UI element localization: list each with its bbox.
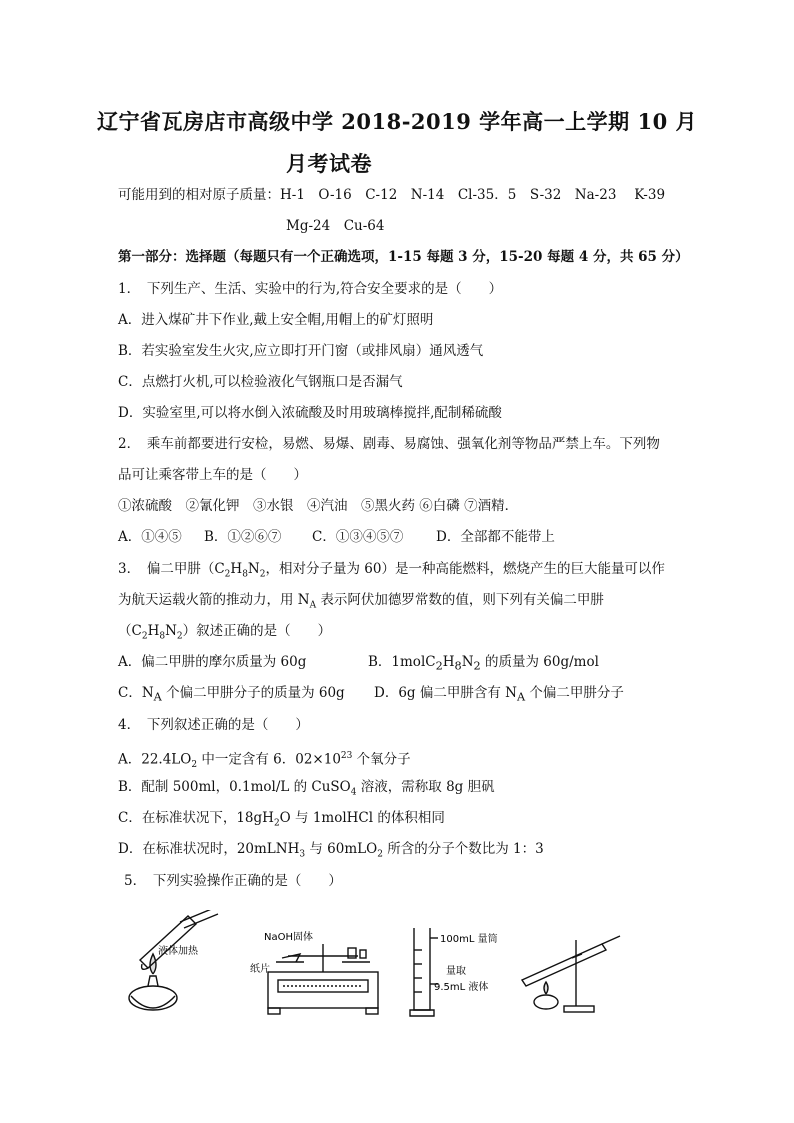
q1-option-b: B．若实验室发生火灾,应立即打开门窗（或排风扇）通风透气	[118, 343, 484, 359]
q3-option-c: C．$N_A$ 个偏二甲肼分子的质量为 60g	[118, 685, 345, 704]
q5-stem: 5． 下列实验操作正确的是（ ）	[124, 873, 342, 889]
figure-graduated-cylinder	[400, 910, 510, 1020]
figure-tube-stand-heating	[516, 910, 626, 1020]
title-line-2: 月考试卷	[286, 151, 372, 176]
q4-option-a: A．$22.4LO_2$ 中一定含有 6．$02\times 10^{23}$ 个氧分子	[118, 751, 411, 771]
q4-option-c: C．在标准状况下，$18gH_2O$ 与 1molHCl 的体积相同	[118, 810, 445, 829]
figure-balance-weighing	[248, 910, 398, 1020]
q2-option-c: C．①③④⑤⑦	[312, 529, 404, 545]
q3-option-d: D．6g 偏二甲肼含有 $N_A$ 个偏二甲肼分子	[374, 685, 624, 704]
q3-stem-2: 为航天运载火箭的推动力，用 $N_A$ 表示阿伏加德罗常数的值，则下列有关偏二甲肼	[118, 592, 604, 611]
fig-c-label-measure: 量取	[446, 966, 466, 977]
q3-option-a: A．偏二甲肼的摩尔质量为 60g	[118, 654, 307, 670]
q2-option-a: A．①④⑤	[118, 529, 182, 545]
q2-option-b: B．①②⑥⑦	[204, 529, 282, 545]
q3-option-b: B．$1molC_2H_8N_2$ 的质量为 60g/mol	[368, 654, 599, 673]
q2-stem-1: 2． 乘车前都要进行安检，易燃、易爆、剧毒、易腐蚀、强氧化剂等物品严禁上车。下列物	[118, 436, 660, 452]
fig-b-label-naoh: NaOH固体	[264, 932, 313, 943]
q4-stem: 4． 下列叙述正确的是（ ）	[118, 717, 309, 733]
atomic-mass-line-2: Mg-24 Cu-64	[286, 218, 385, 234]
fig-c-label-cylinder: 100mL 量筒	[440, 934, 498, 945]
q1-option-c: C．点燃打火机,可以检验液化气钢瓶口是否漏气	[118, 374, 403, 390]
q4-option-d: D．在标准状况时，20mLNH$_3$ 与 60mLO$_2$ 所含的分子个数比为 1：3	[118, 841, 544, 860]
title-line-1: 辽宁省瓦房店市高级中学 2018-2019 学年高一上学期 10 月	[96, 109, 698, 134]
section-heading: 第一部分：选择题（每题只有一个正确选项，1-15 每题 3 分，15-20 每题 4 分，共 65 分）	[118, 249, 689, 265]
q2-items: ①浓硫酸 ②氰化钾 ③水银 ④汽油 ⑤黑火药 ⑥白磷 ⑦酒精．	[118, 498, 519, 514]
atomic-mass-line-1: 可能用到的相对原子质量：H-1 O-16 C-12 N-14 Cl-35．5 S-32 Na-23 K-39	[118, 187, 666, 203]
q1-option-a: A．进入煤矿井下作业,戴上安全帽,用帽上的矿灯照明	[118, 312, 434, 328]
fig-a-label: 液体加热	[158, 946, 198, 957]
q2-option-d: D．全部都不能带上	[436, 529, 555, 545]
q3-stem-1: 3． 偏二甲肼（$C_2H_8N_2$，相对分子量为 60）是一种高能燃料，燃烧产生的巨大能量可以作	[118, 561, 665, 580]
fig-b-label-paper: 纸片	[250, 964, 270, 975]
q4-option-b: B．配制 500ml，0.1mol/L 的 CuSO$_4$ 溶液，需称取 8g 胆矾	[118, 779, 495, 798]
q1-option-d: D．实验室里,可以将水倒入浓硫酸及时用玻璃棒搅拌,配制稀硫酸	[118, 405, 502, 421]
q2-stem-2: 品可让乘客带上车的是（ ）	[118, 467, 307, 483]
q3-stem-3: $(C_2H_8N_2)$叙述正确的是（ ）	[118, 623, 332, 642]
figure-liquid-heating	[118, 910, 228, 1020]
fig-c-label-volume: 9.5mL 液体	[434, 982, 489, 993]
q1-stem: 1． 下列生产、生活、实验中的行为,符合安全要求的是（ ）	[118, 281, 503, 297]
